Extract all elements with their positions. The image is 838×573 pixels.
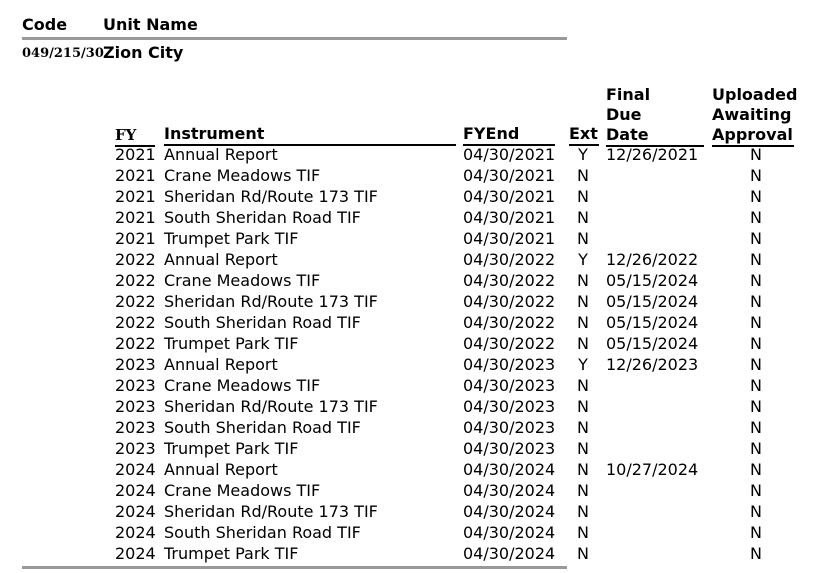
fyend-cell: 04/30/2021	[463, 229, 556, 248]
table-row	[0, 312, 838, 333]
uploaded-line1: Uploaded	[712, 85, 798, 104]
instrument-cell: South Sheridan Road TIF	[164, 523, 361, 542]
table-row	[0, 417, 838, 438]
fy-cell: 2021	[115, 166, 156, 185]
ext-cell: N	[577, 166, 589, 185]
fy-cell: 2023	[115, 418, 156, 437]
uploaded-line2: Awaiting	[712, 105, 792, 124]
fy-cell: 2021	[115, 208, 156, 227]
table-row	[0, 480, 838, 501]
unit-name-label: Unit Name	[103, 15, 198, 34]
table-row	[0, 228, 838, 249]
table-row	[0, 144, 838, 165]
instrument-cell: Crane Meadows TIF	[164, 376, 321, 395]
final-due-date-cell: 10/27/2024	[606, 460, 699, 479]
instrument-cell: Crane Meadows TIF	[164, 271, 321, 290]
footer-divider	[22, 566, 567, 569]
fyend-cell: 04/30/2024	[463, 544, 556, 563]
fy-cell: 2021	[115, 187, 156, 206]
fy-cell: 2023	[115, 439, 156, 458]
uploaded-cell: N	[750, 292, 762, 311]
fyend-cell: 04/30/2024	[463, 481, 556, 500]
uploaded-cell: N	[750, 481, 762, 500]
table-row	[0, 333, 838, 354]
table-row	[0, 249, 838, 270]
final-due-date-cell: 05/15/2024	[606, 313, 699, 332]
uploaded-cell: N	[750, 187, 762, 206]
instrument-cell: Sheridan Rd/Route 173 TIF	[164, 397, 378, 416]
ext-cell: N	[577, 376, 589, 395]
fyend-cell: 04/30/2022	[463, 334, 556, 353]
fyend-cell: 04/30/2023	[463, 397, 556, 416]
unit-header	[22, 15, 567, 35]
fy-cell: 2022	[115, 250, 156, 269]
final-due-date-cell: 12/26/2021	[606, 145, 699, 164]
ext-cell: N	[577, 292, 589, 311]
ext-cell: N	[577, 229, 589, 248]
final-due-date-cell: 12/26/2022	[606, 250, 699, 269]
uploaded-cell: N	[750, 460, 762, 479]
uploaded-cell: N	[750, 250, 762, 269]
ext-cell: N	[577, 397, 589, 416]
fyend-cell: 04/30/2021	[463, 187, 556, 206]
uploaded-line3: Approval	[712, 125, 793, 144]
fyend-cell: 04/30/2021	[463, 145, 556, 164]
fyend-cell: 04/30/2022	[463, 250, 556, 269]
ext-cell: N	[577, 271, 589, 290]
final-due-date-cell: 05/15/2024	[606, 271, 699, 290]
final-due-line2: Due	[606, 105, 642, 124]
header-divider	[22, 37, 567, 40]
instrument-cell: Sheridan Rd/Route 173 TIF	[164, 292, 378, 311]
fy-cell: 2023	[115, 355, 156, 374]
table-row	[0, 459, 838, 480]
table-row	[0, 522, 838, 543]
uploaded-cell: N	[750, 523, 762, 542]
fy-cell: 2024	[115, 460, 156, 479]
ext-cell: N	[577, 481, 589, 500]
final-due-date-cell: 12/26/2023	[606, 355, 699, 374]
column-header-ext: Ext	[569, 124, 599, 146]
fyend-cell: 04/30/2022	[463, 313, 556, 332]
fy-cell: 2021	[115, 229, 156, 248]
instrument-cell: South Sheridan Road TIF	[164, 313, 361, 332]
fyend-cell: 04/30/2023	[463, 355, 556, 374]
table-row	[0, 165, 838, 186]
instrument-cell: South Sheridan Road TIF	[164, 208, 361, 227]
table-row	[0, 375, 838, 396]
uploaded-cell: N	[750, 355, 762, 374]
uploaded-cell: N	[750, 334, 762, 353]
instrument-cell: Crane Meadows TIF	[164, 481, 321, 500]
ext-cell: N	[577, 334, 589, 353]
fy-cell: 2024	[115, 481, 156, 500]
ext-cell: N	[577, 523, 589, 542]
uploaded-cell: N	[750, 397, 762, 416]
column-header-fy: FY	[115, 125, 155, 147]
fyend-cell: 04/30/2023	[463, 418, 556, 437]
ext-cell: N	[577, 460, 589, 479]
instrument-cell: Trumpet Park TIF	[164, 544, 299, 563]
instrument-cell: Annual Report	[164, 145, 278, 164]
instrument-cell: Trumpet Park TIF	[164, 334, 299, 353]
fyend-cell: 04/30/2022	[463, 271, 556, 290]
table-row	[0, 543, 838, 564]
instrument-cell: Annual Report	[164, 250, 278, 269]
column-header-instrument: Instrument	[164, 124, 456, 146]
fyend-cell: 04/30/2024	[463, 460, 556, 479]
fyend-cell: 04/30/2021	[463, 208, 556, 227]
table-row	[0, 186, 838, 207]
instrument-cell: Annual Report	[164, 355, 278, 374]
fy-cell: 2021	[115, 145, 156, 164]
uploaded-cell: N	[750, 439, 762, 458]
fy-cell: 2023	[115, 397, 156, 416]
instrument-cell: Sheridan Rd/Route 173 TIF	[164, 187, 378, 206]
table-row	[0, 207, 838, 228]
fy-cell: 2022	[115, 334, 156, 353]
uploaded-cell: N	[750, 145, 762, 164]
fy-cell: 2023	[115, 376, 156, 395]
table-row	[0, 291, 838, 312]
fyend-cell: 04/30/2022	[463, 292, 556, 311]
ext-cell: N	[577, 208, 589, 227]
uploaded-cell: N	[750, 502, 762, 521]
instrument-cell: Annual Report	[164, 460, 278, 479]
fy-cell: 2024	[115, 523, 156, 542]
final-due-line1: Final	[606, 85, 651, 104]
instrument-table	[0, 144, 838, 564]
ext-cell: N	[577, 313, 589, 332]
table-row	[0, 438, 838, 459]
uploaded-cell: N	[750, 208, 762, 227]
uploaded-cell: N	[750, 418, 762, 437]
ext-cell: N	[577, 418, 589, 437]
uploaded-cell: N	[750, 229, 762, 248]
uploaded-cell: N	[750, 166, 762, 185]
unit-name: Zion City	[103, 43, 184, 62]
column-header-fyend: FYEnd	[463, 124, 555, 146]
instrument-cell: Trumpet Park TIF	[164, 229, 299, 248]
uploaded-cell: N	[750, 271, 762, 290]
instrument-cell: Crane Meadows TIF	[164, 166, 321, 185]
instrument-cell: South Sheridan Road TIF	[164, 418, 361, 437]
fyend-cell: 04/30/2024	[463, 523, 556, 542]
fy-cell: 2024	[115, 502, 156, 521]
fy-cell: 2022	[115, 313, 156, 332]
fyend-cell: 04/30/2024	[463, 502, 556, 521]
table-row	[0, 270, 838, 291]
ext-cell: N	[577, 187, 589, 206]
table-row	[0, 396, 838, 417]
ext-cell: Y	[578, 355, 588, 374]
final-due-line3: Date	[606, 125, 649, 144]
table-row	[0, 354, 838, 375]
uploaded-cell: N	[750, 376, 762, 395]
uploaded-cell: N	[750, 313, 762, 332]
uploaded-cell: N	[750, 544, 762, 563]
final-due-date-cell: 05/15/2024	[606, 334, 699, 353]
ext-cell: Y	[578, 250, 588, 269]
code-label: Code	[22, 15, 68, 34]
column-header-uploaded-awaiting-approval	[712, 85, 798, 147]
ext-cell: N	[577, 439, 589, 458]
fy-cell: 2024	[115, 544, 156, 563]
instrument-cell: Trumpet Park TIF	[164, 439, 299, 458]
fyend-cell: 04/30/2023	[463, 376, 556, 395]
ext-cell: N	[577, 544, 589, 563]
fy-cell: 2022	[115, 292, 156, 311]
final-due-date-cell: 05/15/2024	[606, 292, 699, 311]
ext-cell: N	[577, 502, 589, 521]
table-row	[0, 501, 838, 522]
fy-cell: 2022	[115, 271, 156, 290]
unit-code: 049/215/30	[22, 46, 104, 61]
ext-cell: Y	[578, 145, 588, 164]
fyend-cell: 04/30/2021	[463, 166, 556, 185]
column-header-final-due-date	[606, 85, 704, 147]
instrument-cell: Sheridan Rd/Route 173 TIF	[164, 502, 378, 521]
fyend-cell: 04/30/2023	[463, 439, 556, 458]
